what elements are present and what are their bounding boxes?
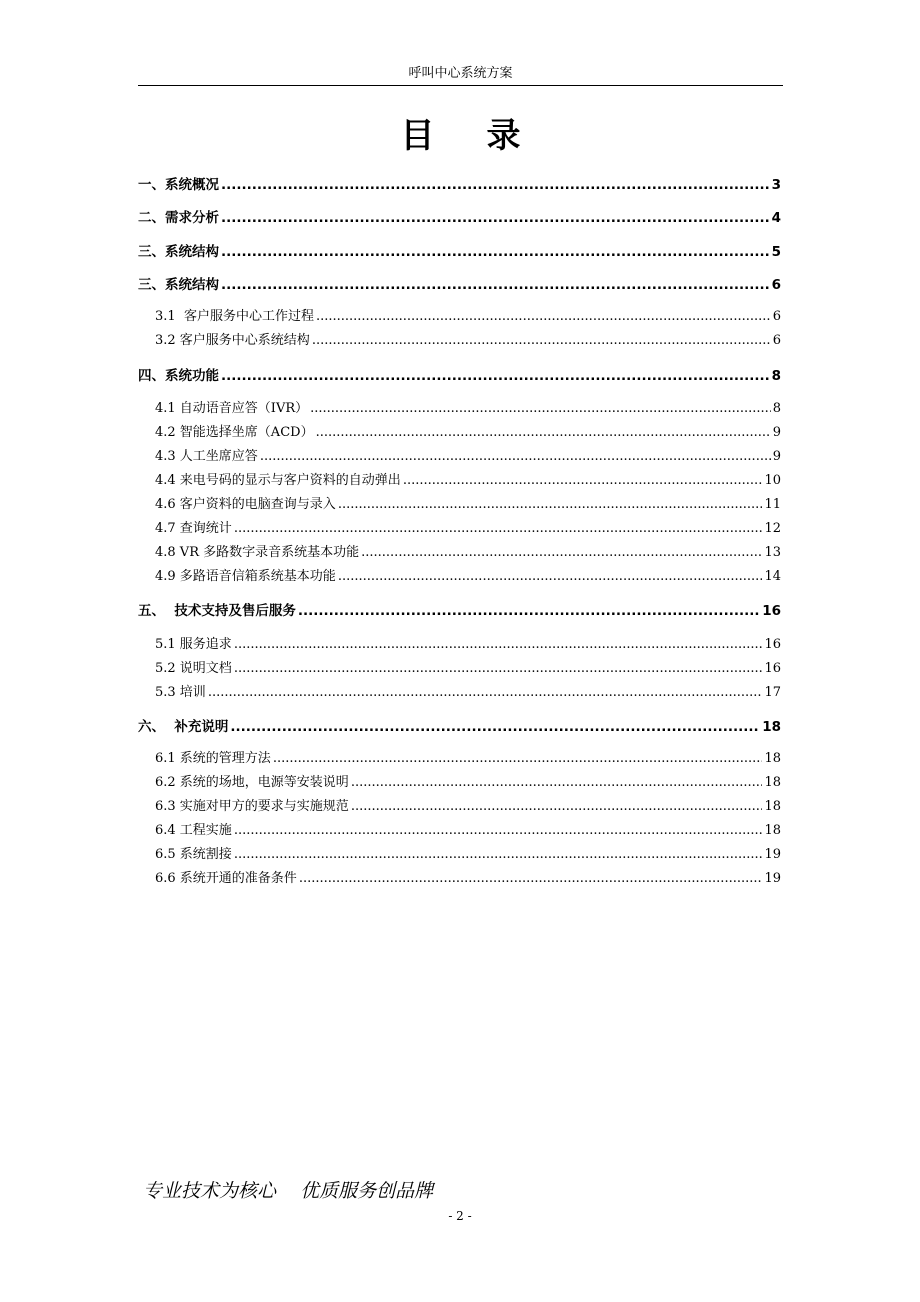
toc-dot-leader [234,661,763,676]
toc-entry-page: 18 [764,799,781,814]
toc-entry[interactable] [155,657,781,677]
toc-entry-label: 4.7 查询统计 [155,521,232,536]
toc-entry-label: 4.2 智能选择坐席（ACD） [155,425,314,440]
toc-title-char-2: 录 [486,116,521,156]
toc-dot-leader [221,368,770,384]
toc-entry[interactable] [138,273,781,293]
toc-entry-label: 4.4 来电号码的显示与客户资料的自动弹出 [155,473,401,488]
toc-entry-page: 6 [772,333,781,348]
toc-entry[interactable] [155,445,781,465]
toc-entry-label: 6.6 系统开通的准备条件 [155,871,297,886]
toc-entry-page: 18 [762,719,781,735]
toc-entry-label: 6.5 系统割接 [155,847,232,862]
toc-dot-leader [221,210,770,226]
toc-entry-page: 13 [764,545,781,560]
toc-entry-page: 12 [764,521,781,536]
toc-entry-label: 3.2 客户服务中心系统结构 [155,333,310,348]
toc-entry[interactable] [155,517,781,537]
toc-dot-leader [361,545,762,560]
toc-dot-leader [230,719,760,735]
toc-entry[interactable] [155,819,781,839]
page-number: - 2 - [448,1209,472,1223]
toc-entry[interactable] [155,747,781,767]
toc-entry-page: 19 [764,871,781,886]
toc-entry[interactable] [155,681,781,701]
toc-entry-page: 8 [772,401,781,416]
toc-entry-page: 18 [764,751,781,766]
toc-entry-label: 五、 技术支持及售后服务 [138,603,296,619]
toc-dot-leader [316,309,771,324]
toc-entry-page: 9 [772,449,781,464]
toc-entry-page: 8 [771,368,781,384]
toc-entry-page: 5 [771,244,781,260]
toc-entry[interactable] [155,633,781,653]
toc-dot-leader [221,177,770,193]
toc-dot-leader [234,823,763,838]
toc-entry-label: 4.6 客户资料的电脑查询与录入 [155,497,336,512]
toc-entry[interactable] [138,715,781,735]
toc-dot-leader [234,637,763,652]
toc-dot-leader [208,685,763,700]
toc-entry[interactable] [155,493,781,513]
toc-entry-page: 18 [764,823,781,838]
toc-entry[interactable] [155,541,781,561]
toc-dot-leader [312,333,771,348]
toc-entry-page: 16 [764,661,781,676]
toc-entry-label: 一、系统概况 [138,177,219,193]
toc-dot-leader [273,751,763,766]
toc-dot-leader [234,521,763,536]
toc-entry-label: 三、系统结构 [138,244,219,260]
toc-entry-page: 17 [764,685,781,700]
toc-entry-page: 18 [764,775,781,790]
toc-dot-leader [221,277,770,293]
toc-title [138,112,783,160]
toc-dot-leader [260,449,771,464]
toc-dot-leader [338,569,763,584]
toc-entry[interactable] [155,771,781,791]
toc-entry-label: 6.3 实施对甲方的要求与实施规范 [155,799,349,814]
toc-entry-page: 14 [764,569,781,584]
toc-entry[interactable] [155,565,781,585]
toc-entry-label: 6.2 系统的场地，电源等安装说明 [155,775,349,790]
toc-entry[interactable] [155,329,781,349]
toc-entry-label: 5.1 服务追求 [155,637,232,652]
toc-entry-label: 三、系统结构 [138,277,219,293]
toc-entry-label: 六、 补充说明 [138,719,229,735]
toc-entry-label: 4.1 自动语音应答（IVR） [155,401,309,416]
header-rule [138,85,783,86]
footer-slogan: 专业技术为核心 优质服务创品牌 [143,1180,434,1202]
toc-dot-leader [221,244,770,260]
toc-entry[interactable] [138,364,781,384]
toc-entry-label: 4.8 VR 多路数字录音系统基本功能 [155,545,360,560]
toc-entry-label: 5.3 培训 [155,685,206,700]
toc-entry[interactable] [155,795,781,815]
toc-entry[interactable] [155,397,781,417]
toc-entry[interactable] [155,421,781,441]
toc-entry[interactable] [138,206,781,226]
toc-entry-page: 19 [764,847,781,862]
running-header: 呼叫中心系统方案 [408,66,513,81]
toc-entry-label: 二、需求分析 [138,210,219,226]
toc-dot-leader [351,775,763,790]
toc-dot-leader [338,497,763,512]
toc-entry-label: 3.1 客户服务中心工作过程 [155,309,314,324]
toc-entry-page: 3 [771,177,781,193]
toc-entry-label: 4.9 多路语音信箱系统基本功能 [155,569,336,584]
toc-entry[interactable] [155,305,781,325]
toc-entry-page: 16 [762,603,781,619]
toc-entry[interactable] [138,173,781,193]
toc-entry[interactable] [155,469,781,489]
toc-entry[interactable] [138,240,781,260]
toc-entry-page: 6 [772,309,781,324]
toc-entry-page: 10 [764,473,781,488]
toc-dot-leader [234,847,763,862]
toc-entry-label: 6.4 工程实施 [155,823,232,838]
toc-dot-leader [299,871,763,886]
toc-entry-label: 四、系统功能 [138,368,219,384]
toc-entry-page: 11 [764,497,781,512]
toc-dot-leader [316,425,771,440]
toc-entry-label: 4.3 人工坐席应答 [155,449,258,464]
toc-dot-leader [310,401,771,416]
toc-entry[interactable] [155,843,781,863]
toc-entry-page: 4 [771,210,781,226]
toc-title-char-1: 目 [400,116,435,156]
toc-entry-page: 9 [772,425,781,440]
toc-entry[interactable] [138,599,781,619]
toc-dot-leader [351,799,763,814]
toc-entry-page: 6 [771,277,781,293]
toc-entry-label: 6.1 系统的管理方法 [155,751,271,766]
toc-dot-leader [403,473,763,488]
toc-entry-label: 5.2 说明文档 [155,661,232,676]
toc-entry-page: 16 [764,637,781,652]
toc-entry[interactable] [155,867,781,887]
toc-dot-leader [298,603,760,619]
